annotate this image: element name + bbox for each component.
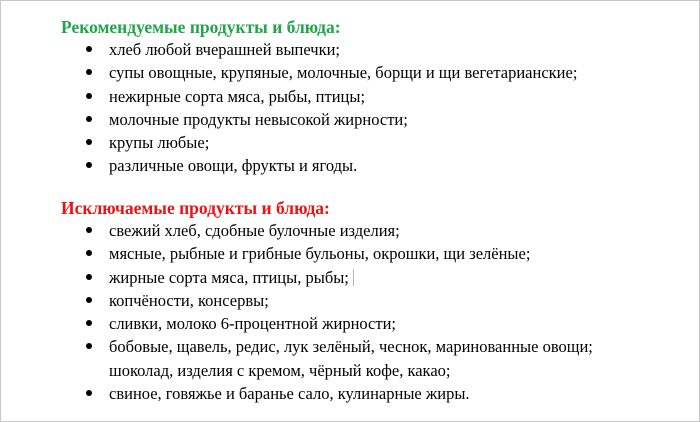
bullet-icon bbox=[86, 139, 92, 145]
list-item-text: жирные сорта мяса, птицы, рыбы; bbox=[109, 267, 349, 287]
excluded-section bbox=[61, 197, 689, 405]
list-item bbox=[61, 85, 689, 108]
recommended-list bbox=[61, 38, 689, 178]
list-item bbox=[61, 108, 689, 131]
list-item bbox=[61, 312, 689, 335]
bullet-icon bbox=[86, 69, 92, 75]
recommended-section bbox=[61, 16, 689, 178]
list-item bbox=[61, 335, 689, 382]
list-item-text: сливки, молоко 6-процентной жирности; bbox=[109, 314, 397, 334]
list-item-text: крупы любые; bbox=[109, 133, 210, 153]
list-item-text: бобовые, щавель, редис, лук зелёный, чеснок, маринованные овощи; bbox=[109, 337, 593, 357]
bullet-icon bbox=[86, 320, 92, 326]
list-item-text-continuation: шоколад, изделия с кремом, чёрный кофе, какао; bbox=[109, 360, 451, 380]
list-item bbox=[61, 61, 689, 84]
list-item bbox=[61, 219, 689, 242]
list-item-text: супы овощные, крупяные, молочные, борщи и щи вегетарианские; bbox=[109, 63, 578, 83]
bullet-icon bbox=[86, 343, 92, 349]
bullet-icon bbox=[86, 227, 92, 233]
bullet-icon bbox=[86, 274, 92, 280]
text-cursor bbox=[353, 269, 354, 286]
list-item-text: свиное, говяжье и баранье сало, кулинарные жиры. bbox=[109, 384, 470, 404]
recommended-heading: Рекомендуемые продукты и блюда: bbox=[61, 17, 341, 37]
list-item bbox=[61, 131, 689, 154]
bullet-icon bbox=[86, 297, 92, 303]
list-item-text: свежий хлеб, сдобные булочные изделия; bbox=[109, 221, 400, 240]
bullet-icon bbox=[86, 390, 92, 396]
list-item-text: нежирные сорта мяса, рыбы, птицы; bbox=[109, 86, 366, 106]
list-item bbox=[61, 266, 689, 289]
list-item bbox=[61, 382, 689, 405]
bullet-icon bbox=[86, 162, 92, 168]
list-item bbox=[61, 38, 689, 61]
excluded-heading: Исключаемые продукты и блюда: bbox=[61, 198, 330, 218]
list-item-text: мясные, рыбные и грибные бульоны, окрошки, щи зелёные; bbox=[109, 244, 531, 264]
list-item bbox=[61, 242, 689, 265]
list-item-text: хлеб любой вчерашней выпечки; bbox=[109, 40, 341, 59]
bullet-icon bbox=[86, 116, 92, 122]
list-item-text: копчёности, консервы; bbox=[109, 290, 269, 310]
excluded-list bbox=[61, 219, 689, 405]
bullet-icon bbox=[86, 93, 92, 99]
list-item-text: различные овощи, фрукты и ягоды. bbox=[109, 156, 358, 176]
bullet-icon bbox=[86, 46, 92, 52]
list-item bbox=[61, 154, 689, 177]
bullet-icon bbox=[86, 250, 92, 256]
list-item-text: молочные продукты невысокой жирности; bbox=[109, 109, 408, 129]
list-item bbox=[61, 289, 689, 312]
